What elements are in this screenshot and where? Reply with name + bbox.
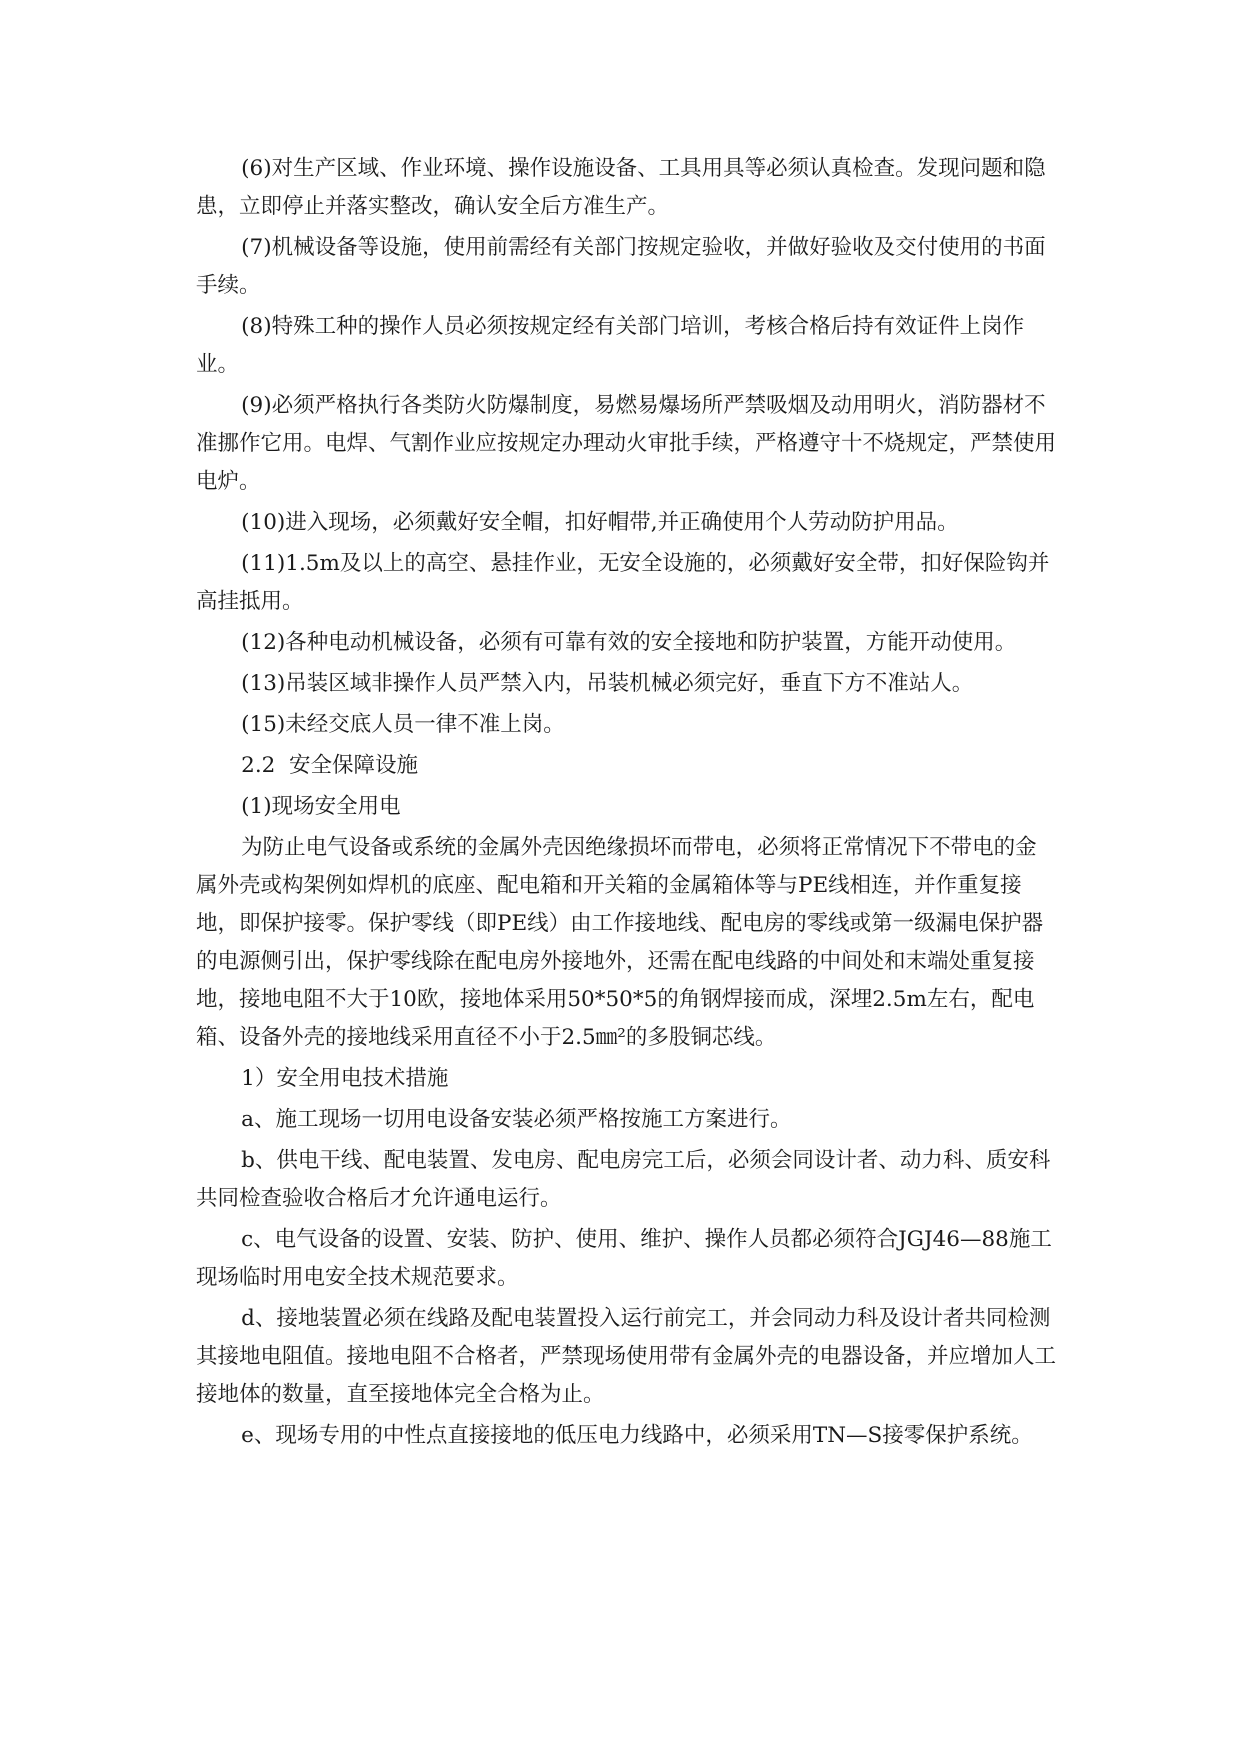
paragraph-item-11: (11)1.5m及以上的高空、悬挂作业，无安全设施的，必须戴好安全带，扣好保险钩并高挂抵用。 bbox=[196, 551, 1050, 614]
measure-item-d: d、接地装置必须在线路及配电装置投入运行前完工，并会同动力科及设计者共同检测其接地电阻值。接地电阻不合格者，严禁现场使用带有金属外壳的电器设备，并应增加人工接地体的数量，直至接地体完全合格为止。 bbox=[196, 1306, 1057, 1407]
paragraph-item-7: (7)机械设备等设施，使用前需经有关部门按规定验收，并做好验收及交付使用的书面手续。 bbox=[196, 235, 1046, 298]
measure-item-b: b、供电干线、配电装置、发电房、配电房完工后，必须会同设计者、动力科、质安科共同检查验收合格后才允许通电运行。 bbox=[196, 1148, 1051, 1211]
document-body bbox=[196, 150, 1056, 1458]
paragraph-item-9: (9)必须严格执行各类防火防爆制度，易燃易爆场所严禁吸烟及动用明火，消防器材不准挪作它用。电焊、气割作业应按规定办理动火审批手续，严格遵守十不烧规定，严禁使用电炉。 bbox=[196, 393, 1057, 494]
measures-heading: 1）安全用电技术措施 bbox=[241, 1066, 449, 1091]
subsection-heading: (1)现场安全用电 bbox=[241, 794, 401, 819]
paragraph-item-8: (8)特殊工种的操作人员必须按规定经有关部门培训，考核合格后持有效证件上岗作业。 bbox=[196, 314, 1025, 377]
paragraph-item-12: (12)各种电动机械设备，必须有可靠有效的安全接地和防护装置，方能开动使用。 bbox=[241, 630, 1017, 655]
paragraph-item-13: (13)吊装区域非操作人员严禁入内，吊装机械必须完好，垂直下方不准站人。 bbox=[241, 671, 974, 696]
measure-item-a: a、施工现场一切用电设备安装必须严格按施工方案进行。 bbox=[241, 1107, 792, 1132]
paragraph-item-6: (6)对生产区域、作业环境、操作设施设备、工具用具等必须认真检查。发现问题和隐患，立即停止并落实整改，确认安全后方准生产。 bbox=[196, 156, 1046, 219]
section-heading: 2.2 安全保障设施 bbox=[241, 753, 419, 778]
paragraph-item-10: (10)进入现场，必须戴好安全帽，扣好帽带,并正确使用个人劳动防护用品。 bbox=[241, 510, 959, 535]
paragraph-item-15: (15)未经交底人员一律不准上岗。 bbox=[241, 712, 565, 737]
body-paragraph-grounding: 为防止电气设备或系统的金属外壳因绝缘损坏而带电，必须将正常情况下不带电的金属外壳或构架例如焊机的底座、配电箱和开关箱的金属箱体等与PE线相连，并作重复接地，即保护接零。保护零线（即PE线）由工作接地线、配电房的零线或第一级漏电保护器的电源侧引出，保护零线除在配电房外接地外，还需在配电线路的中间处和末端处重复接地，接地电阻不大于10欧，接地体采用50*50*5的角钢焊接而成，深埋2.5m左右，配电箱、设备外壳的接地线采用直径不小于2.5㎜²的多股铜芯线。 bbox=[196, 835, 1044, 1050]
measure-item-c: c、电气设备的设置、安装、防护、使用、维护、操作人员都必须符合JGJ46—88施工现场临时用电安全技术规范要求。 bbox=[196, 1227, 1052, 1290]
measure-item-e: e、现场专用的中性点直接接地的低压电力线路中，必须采用TN—S接零保护系统。 bbox=[241, 1423, 1033, 1448]
